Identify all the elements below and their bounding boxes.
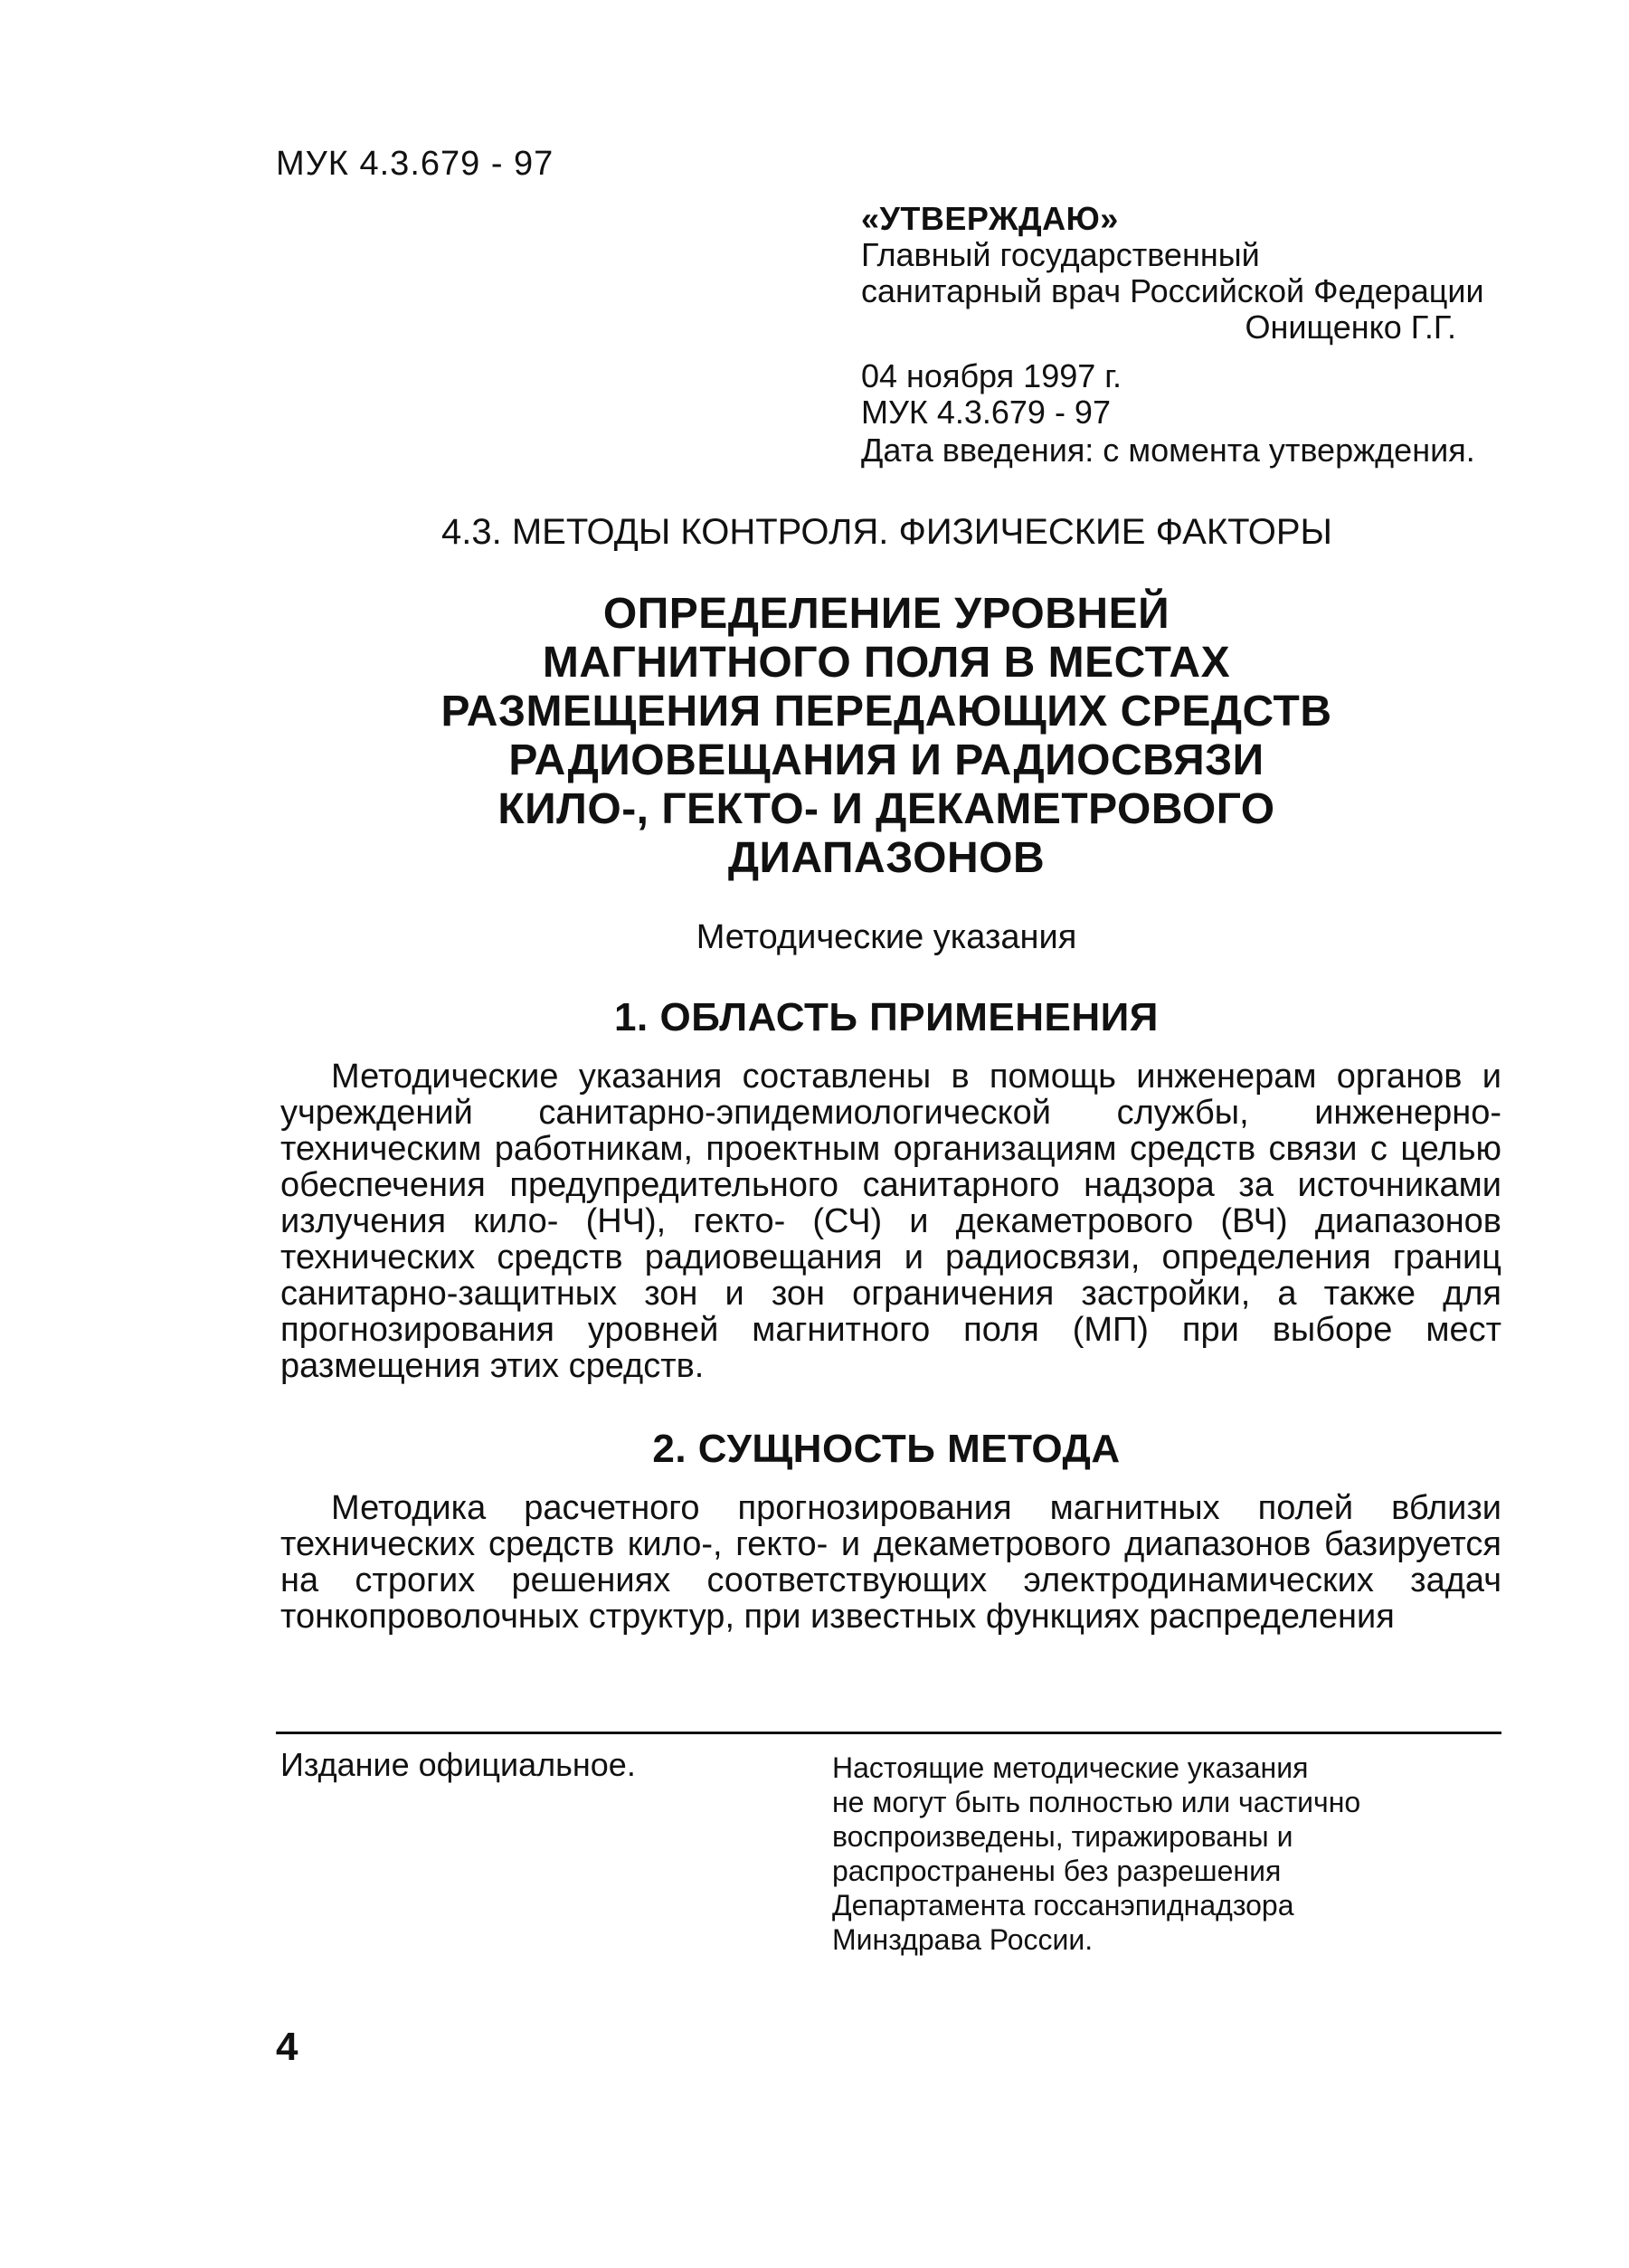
document-code: МУК 4.3.679 - 97 [276,145,554,183]
title-line: ДИАПАЗОНОВ [727,834,1046,882]
section-text-method: Методика расчетного прогнозирования магнитных полей вблизи технических средств кило-, гекто- и декаметрового диапазонов базируется на строгих решениях соответствующих электродинамических задач тонкопроволочных структур, при известных функциях распределения [280,1489,1501,1636]
notice-line: Департамента госсанэпиднадзора [832,1889,1294,1922]
notice-line: воспроизведены, тиражированы и [832,1820,1293,1853]
section-text-scope: Методические указания составлены в помощь инженерам органов и учреждений санитарно-эпидемиологической службы, инженерно-техническим работникам, проектным организациям средств связи с целью обеспечения предупредительного санитарного надзора за источниками излучения кило- (НЧ), гекто- (СЧ) и декаметрового (ВЧ) диапазонов технических средств радиовещания и радиосвязи, определения границ санитарно-защитных зон и зон ограничения застройки, а также для прогнозирования уровней магнитного поля (МП) при выборе мест размещения этих средств. [280,1058,1501,1385]
approval-code: МУК 4.3.679 - 97 [861,394,1111,431]
notice-line: Минздрава России. [832,1923,1094,1956]
section-heading-method: 2. СУЩНОСТЬ МЕТОДА [652,1427,1121,1471]
introduction-date: Дата введения: с момента утверждения. [861,432,1475,469]
approval-date: 04 ноября 1997 г. [861,357,1122,394]
title-line: МАГНИТНОГО ПОЛЯ В МЕСТАХ [542,639,1231,687]
document-title [271,590,1501,883]
page-number: 4 [276,2025,298,2069]
approver-position-line2: санитарный врач Российской Федерации [861,272,1484,309]
section-heading-scope: 1. ОБЛАСТЬ ПРИМЕНЕНИЯ [614,995,1159,1039]
footer-divider [276,1732,1501,1734]
document-subtitle: Методические указания [696,918,1077,956]
notice-line: распространены без разрешения [832,1855,1282,1887]
approval-block [861,201,1512,469]
approver-position-line1: Главный государственный [861,236,1260,273]
title-line: РАДИОВЕЩАНИЯ И РАДИОСВЯЗИ [508,736,1264,784]
notice-line: Настоящие методические указания [832,1751,1309,1784]
copyright-notice [832,1751,1520,1957]
notice-line: не могут быть полностью или частично [832,1786,1361,1818]
approver-name: Онищенко Г.Г. [1245,308,1456,346]
title-line: РАЗМЕЩЕНИЯ ПЕРЕДАЮЩИХ СРЕДСТВ [440,688,1332,735]
title-line: ОПРЕДЕЛЕНИЕ УРОВНЕЙ [602,590,1170,638]
title-line: КИЛО-, ГЕКТО- И ДЕКАМЕТРОВОГО [497,785,1275,833]
section-tag: 4.3. МЕТОДЫ КОНТРОЛЯ. ФИЗИЧЕСКИЕ ФАКТОРЫ [441,512,1332,552]
official-edition-label: Издание официальное. [280,1746,636,1783]
approval-title: «УТВЕРЖДАЮ» [861,200,1119,237]
